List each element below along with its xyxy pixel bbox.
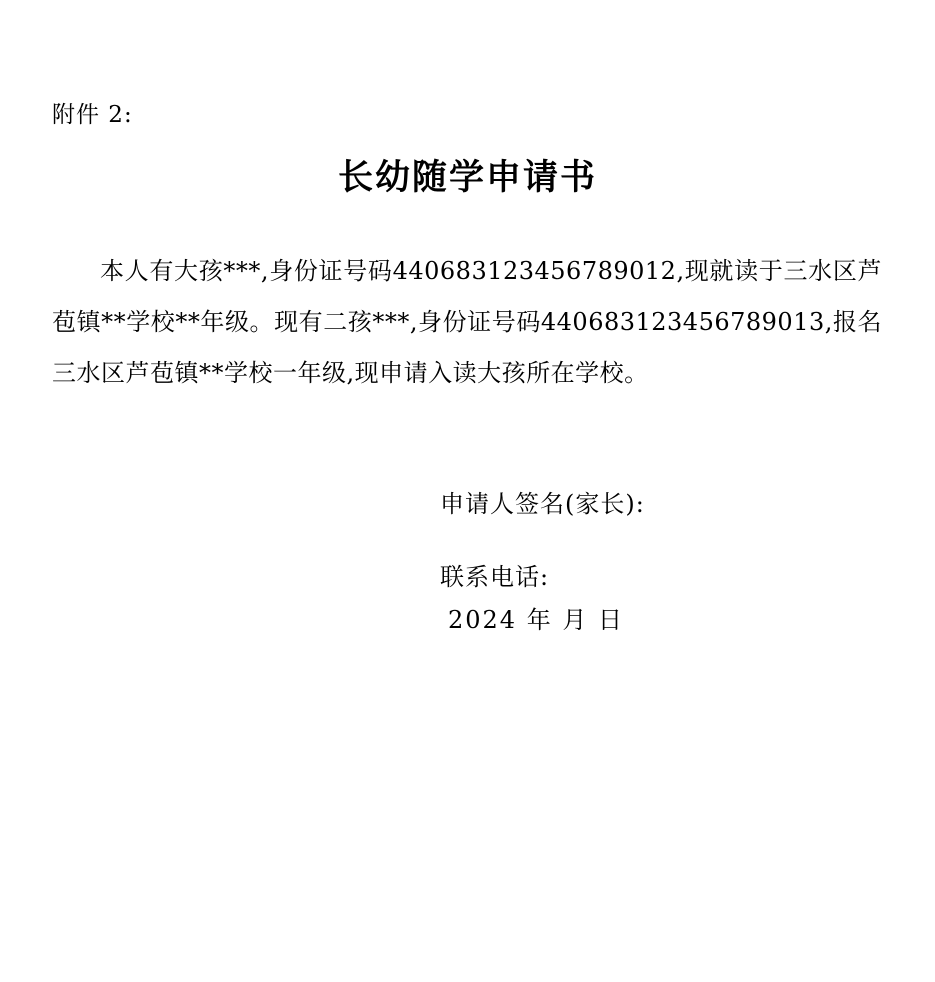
body-block (52, 222, 882, 423)
attachment-label: 附件 2: (52, 102, 133, 128)
signature-block (440, 484, 880, 635)
contact-phone-label: 联系电话: (440, 563, 550, 591)
applicant-signature-label: 申请人签名(家长): (440, 490, 645, 518)
page-title: 长幼随学申请书 (337, 157, 597, 198)
date-label: 2024 年 月 日 (448, 606, 624, 634)
body-paragraph: 本人有大孩***,身份证号码440683123456789012,现就读于三水区芦苞镇**学校**年级。现有二孩***,身份证号码440683123456789013,报名三水区芦苞镇**学校一年级,现申请入读大孩所在学校。 (52, 257, 882, 387)
